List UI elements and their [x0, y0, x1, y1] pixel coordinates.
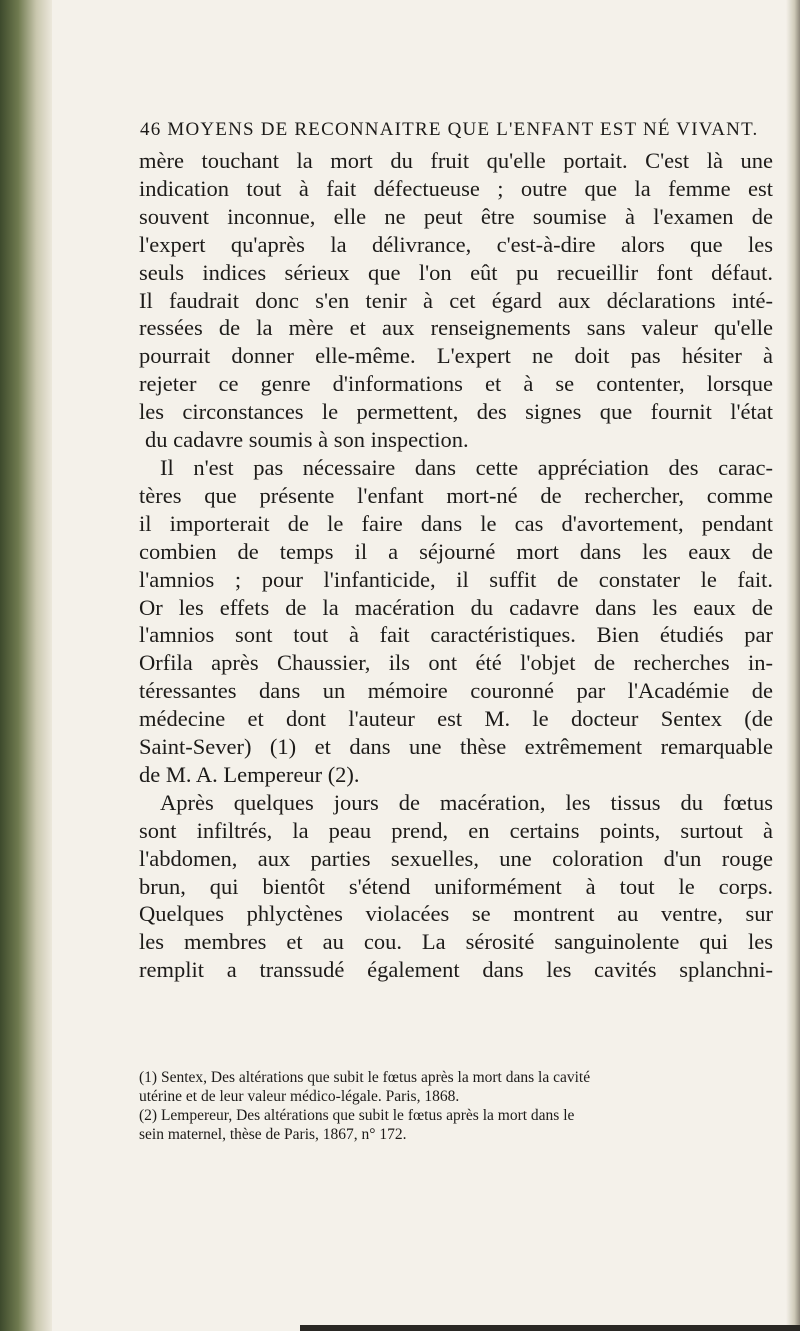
footnote-line: utérine et de leur valeur médico-légale. Paris, 1868.: [139, 1088, 460, 1105]
body-line: médecine et dont l'auteur est M. le docteur Sentex (de: [139, 706, 773, 732]
footnote-line: sein maternel, thèse de Paris, 1867, n° 172.: [139, 1126, 407, 1143]
body-line: Saint-Sever) (1) et dans une thèse extrêmement remarquable: [139, 734, 773, 760]
footnote-line: (2) Lempereur, Des altérations que subit le fœtus après la mort dans le: [139, 1107, 575, 1124]
body-line: Il n'est pas nécessaire dans cette appréciation des carac-: [160, 454, 773, 480]
running-header: [140, 119, 780, 141]
footnote-line: (1) Sentex, Des altérations que subit le fœtus après la mort dans la cavité: [139, 1069, 591, 1086]
running-title: MOYENS DE RECONNAITRE QUE L'ENFANT EST NÉ VIVANT.: [167, 119, 759, 140]
body-line: combien de temps il a séjourné mort dans les eaux de: [139, 538, 773, 564]
body-line: il importerait de le faire dans le cas d'avortement, pendant: [139, 510, 773, 536]
footnotes: [139, 1068, 769, 1144]
body-line: l'amnios ; pour l'infanticide, il suffit de constater le fait.: [139, 566, 773, 592]
body-line: de M. A. Lempereur (2).: [139, 761, 360, 787]
page-right-edge: [786, 0, 800, 1331]
body-line: les membres et au cou. La sérosité sanguinolente qui les: [139, 929, 773, 955]
body-line: Il faudrait donc s'en tenir à cet égard aux déclarations inté-: [139, 287, 773, 313]
body-line: tères que présente l'enfant mort-né de rechercher, comme: [139, 482, 773, 508]
body-line: Après quelques jours de macération, les tissus du fœtus: [160, 789, 773, 815]
body-line: souvent inconnue, elle ne peut être soumise à l'examen de: [139, 203, 773, 229]
body-line: remplit a transsudé également dans les cavités splanchni-: [139, 957, 773, 983]
body-line: pourrait donner elle-même. L'expert ne doit pas hésiter à: [139, 343, 773, 369]
page-binding-edge: [0, 0, 52, 1331]
body-text: [139, 147, 773, 984]
body-line: rejeter ce genre d'informations et à se contenter, lorsque: [139, 371, 773, 397]
body-line: Or les effets de la macération du cadavre dans les eaux de: [139, 594, 773, 620]
page-number: 46: [140, 119, 162, 140]
body-line: sont infiltrés, la peau prend, en certains points, surtout à: [139, 817, 773, 843]
body-line: indication tout à fait défectueuse ; outre que la femme est: [139, 175, 773, 201]
body-line: Orfila après Chaussier, ils ont été l'objet de recherches in-: [139, 650, 773, 676]
body-line: téressantes dans un mémoire couronné par l'Académie de: [139, 678, 773, 704]
body-line: Quelques phlyctènes violacées se montrent au ventre, sur: [139, 901, 773, 927]
body-line: les circonstances le permettent, des signes que fournit l'état: [139, 399, 773, 425]
body-line: seuls indices sérieux que l'on eût pu recueillir font défaut.: [139, 259, 773, 285]
body-line: ressées de la mère et aux renseignements sans valeur qu'elle: [139, 315, 773, 341]
body-line: du cadavre soumis à son inspection.: [145, 427, 469, 453]
body-line: l'amnios sont tout à fait caractéristiques. Bien étudiés par: [139, 622, 773, 648]
page-bottom-edge: [300, 1325, 800, 1331]
body-line: mère touchant la mort du fruit qu'elle portait. C'est là une: [139, 148, 773, 173]
body-line: brun, qui bientôt s'étend uniformément à tout le corps.: [139, 873, 773, 899]
body-line: l'abdomen, aux parties sexuelles, une coloration d'un rouge: [139, 845, 773, 871]
body-line: l'expert qu'après la délivrance, c'est-à-dire alors que les: [139, 231, 773, 257]
